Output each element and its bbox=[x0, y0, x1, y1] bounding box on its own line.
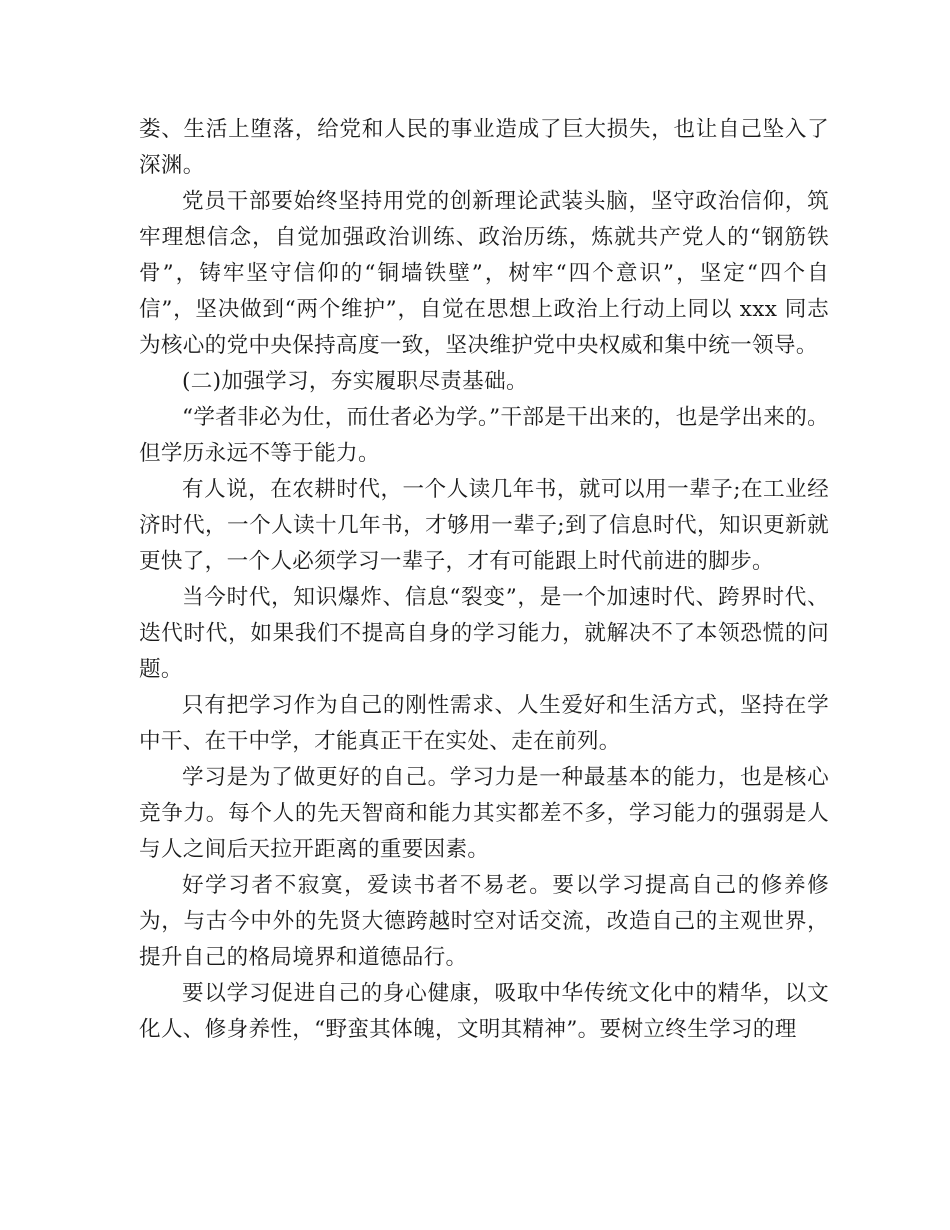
paragraph: 学习是为了做更好的自己。学习力是一种最基本的能力，也是核心竞争力。每个人的先天智商和能力其实都差不多，学习能力的强弱是人与人之间后天拉开距离的重要因素。 bbox=[139, 765, 829, 862]
paragraph: 要以学习促进自己的身心健康，吸取中华传统文化中的精华，以文化人、修身养性，“野蛮其体魄，文明其精神”。要树立终生学习的理 bbox=[139, 981, 829, 1042]
paragraph: 好学习者不寂寞，爱读书者不易老。要以学习提高自己的修养修为，与古今中外的先贤大德跨越时空对话交流，改造自己的主观世界，提升自己的格局境界和道德品行。 bbox=[139, 873, 829, 970]
paragraph: 娄、生活上堕落，给党和人民的事业造成了巨大损失，也让自己坠入了深渊。 bbox=[139, 117, 829, 178]
paragraph: 当今时代，知识爆炸、信息“裂变”，是一个加速时代、跨界时代、迭代时代，如果我们不提高自身的学习能力，就解决不了本领恐慌的问题。 bbox=[139, 585, 829, 682]
section-heading: (二)加强学习，夯实履职尽责基础。 bbox=[182, 369, 528, 394]
paragraph: 有人说，在农耕时代，一个人读几年书，就可以用一辈子;在工业经济时代，一个人读十几年书，才够用一辈子;到了信息时代，知识更新就更快了，一个人必须学习一辈子，才有可能跟上时代前进的脚步。 bbox=[139, 477, 829, 574]
paragraph: 党员干部要始终坚持用党的创新理论武装头脑，坚守政治信仰，筑牢理想信念，自觉加强政治训练、政治历练，炼就共产党人的“钢筋铁骨”，铸牢坚守信仰的“铜墙铁壁”，树牢“四个意识”，坚定“四个自信”，坚决做到“两个维护”，自觉在思想上政治上行动上同以 xxx 同志为核心的党中央保持高度一致，坚决维护党中央权威和集中统一领导。 bbox=[139, 189, 829, 358]
document-body bbox=[139, 112, 829, 1048]
paragraph: 只有把学习作为自己的刚性需求、人生爱好和生活方式，坚持在学中干、在干中学，才能真正干在实处、走在前列。 bbox=[139, 693, 829, 754]
paragraph: “学者非必为仕，而仕者必为学。”干部是干出来的，也是学出来的。但学历永远不等于能力。 bbox=[139, 405, 829, 466]
